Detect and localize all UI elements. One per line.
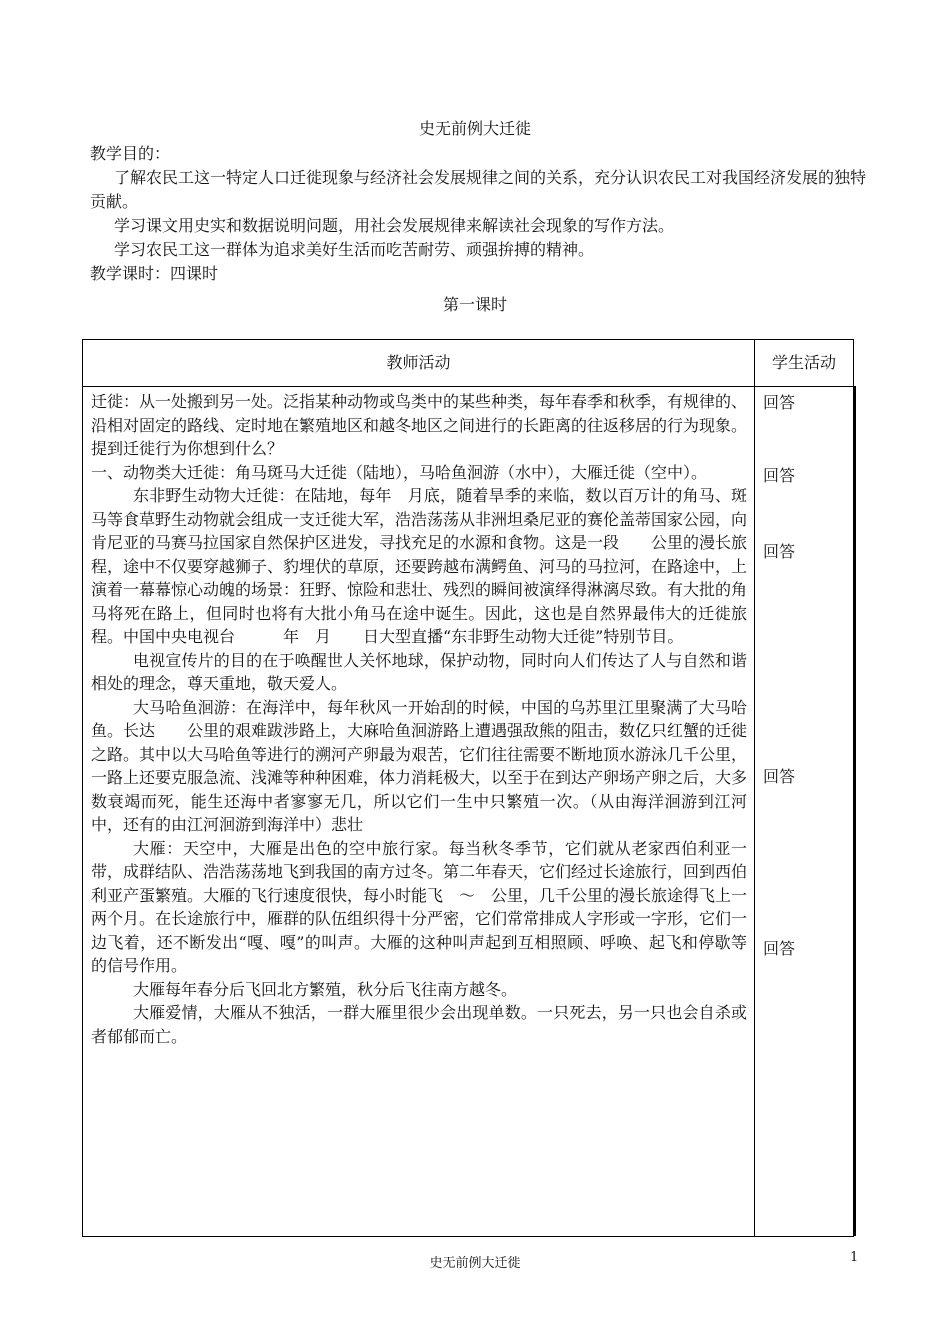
student-answer-4: 回答 — [763, 767, 796, 786]
objective-2: 学习课文用史实和数据说明问题，用社会发展规律来解读社会现象的写作方法。 — [114, 216, 675, 235]
objectives-label: 教学目的： — [90, 144, 171, 163]
document-title: 史无前例大迁徙 — [418, 119, 531, 138]
paragraph-question: 提到迁徙行为你想到什么？ — [91, 439, 284, 458]
column-divider — [754, 340, 755, 1236]
paragraph-salmon: 大马哈鱼洄游：在海洋中，每年秋风一开始刮的时候，中国的乌苏里江里聚满了大马哈鱼。长达 公里的艰难跋涉路上，大麻哈鱼洄游路上遭遇强敌熊的阻击，数亿只红蟹的迁徙之路。其中以大马哈鱼等进行的溯河产卵最为艰苦，它们往往需要不断地顶水游泳几千公里，一路上还要克服急流、浅滩等种种困难，体力消耗极大，以至于在到达产卵场产卵之后，大多数衰竭而死，能生还海中者寥寥无几，所以它们一生中只繁殖一次。（从由海洋洄游到江河中，还有的由江河洄游到海洋中）悲壮 — [91, 697, 748, 834]
paragraph-migration-definition: 迁徙：从一处搬到另一处。泛指某种动物或鸟类中的某些种类，每年春季和秋季，有规律的、沿相对固定的路线、定时地在繁殖地区和越冬地区之间进行的长距离的往返移居的行为现象。 — [91, 392, 748, 435]
student-answer-1: 回答 — [763, 393, 796, 412]
student-answer-2: 回答 — [763, 466, 796, 485]
paragraph-geese-love: 大雁爱情，大雁从不独活，一群大雁里很少会出现单数。一只死去，另一只也会自杀或者郁郁而亡。 — [91, 1003, 747, 1046]
activity-table — [82, 339, 854, 1237]
teacher-activity-cell — [91, 390, 747, 1048]
lesson-heading: 第一课时 — [442, 295, 507, 314]
intro-section — [90, 142, 870, 286]
header-teacher-activity: 教师活动 — [386, 353, 451, 372]
paragraph-geese-season: 大雁每年春分后飞回北方繁殖，秋分后飞往南方越冬。 — [133, 979, 518, 999]
objective-1: 了解农民工这一特定人口迁徙现象与经济社会发展规律之间的关系，充分认识农民工对我国经济发展的独特贡献。 — [90, 168, 867, 211]
teaching-hours: 教学课时：四课时 — [90, 264, 219, 283]
paragraph-east-africa: 东非野生动物大迁徙：在陆地，每年 月底，随着旱季的来临，数以百万计的角马、斑马等食草野生动物就会组成一支迁徙大军，浩浩荡荡从非洲坦桑尼亚的赛伦盖蒂国家公园，向肯尼亚的马赛马拉国家自然保护区进发，寻找充足的水源和食物。这是一段 公里的漫长旅程，途中不仅要穿越狮子、豹埋伏的草原，还要跨越布满鳄鱼、河马的马拉河，在路途中，上演着一幕幕惊心动魄的场景：狂野、惊险和悲壮、残烈的瞬间被演绎得淋漓尽致。有大批的角马将死在路上，但同时也将有大批小角马在途中诞生。因此，这也是自然界最伟大的迁徙旅程。中国中央电视台 年 月 日大型直播“东非野生动物大迁徙”特别节目。 — [91, 486, 748, 646]
footer-title: 史无前例大迁徙 — [429, 1256, 521, 1271]
paragraph-tv-promo: 电视宣传片的目的在于唤醒世人关怀地球，保护动物，同时向人们传达了人与自然和谐相处的理念，尊天重地，敬天爱人。 — [91, 650, 747, 693]
table-header-row — [83, 340, 853, 387]
paragraph-geese: 大雁：天空中，大雁是出色的空中旅行家。每当秋冬季节，它们就从老家西伯利亚一带，成群结队、浩浩荡荡地飞到我国的南方过冬。第二年春天，它们经过长途旅行，回到西伯利亚产蛋繁殖。大雁的飞行速度很快，每小时能飞 ～ 公里，几千公里的漫长旅途得飞上一两个月。在长途旅行中，雁群的队伍组织得十分严密，它们常常排成人字形或一字形，它们一边飞着，还不断发出“嘎、嘎”的叫声。大雁的这种叫声起到互相照顾、呼唤、起飞和停歇等的信号作用。 — [91, 838, 748, 975]
student-answer-3: 回答 — [763, 542, 796, 561]
header-student-activity: 学生活动 — [771, 353, 836, 372]
page-number: 1 — [850, 1250, 859, 1265]
objective-3: 学习农民工这一群体为追求美好生活而吃苦耐劳、顽强拚搏的精神。 — [114, 240, 595, 259]
paragraph-animal-migration: 一、动物类大迁徙：角马斑马大迁徙（陆地），马哈鱼洄游（水中），大雁迁徙（空中）。 — [91, 462, 708, 482]
student-answer-5: 回答 — [763, 939, 796, 958]
